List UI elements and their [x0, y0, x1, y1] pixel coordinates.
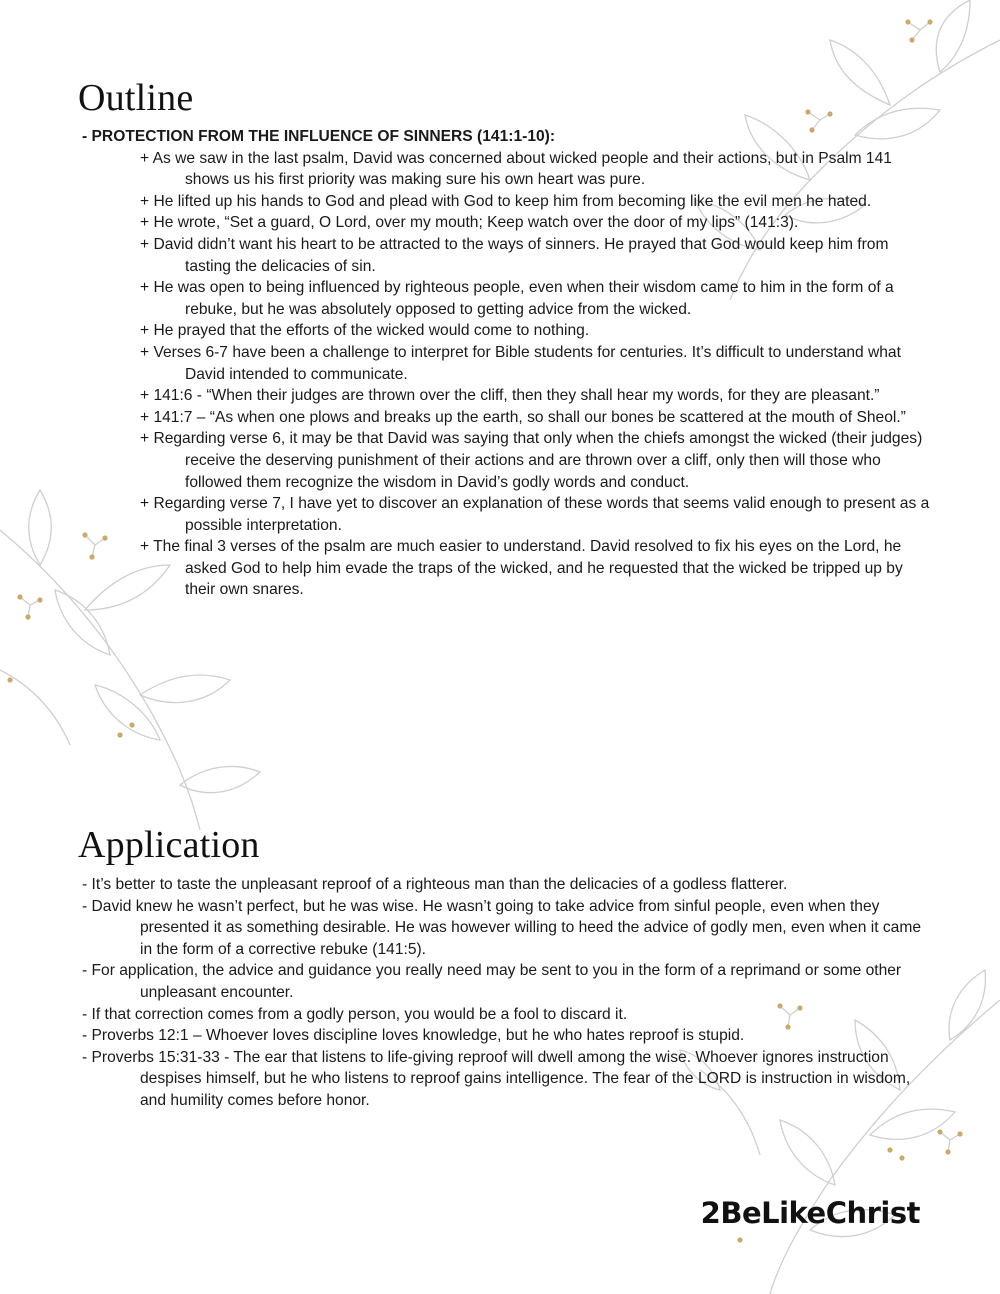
outline-point: + He lifted up his hands to God and plead with God to keep him from becoming like the evil men he hated. [140, 192, 872, 210]
outline-point: + 141:7 – “As when one plows and breaks up the earth, so shall our bones be scattered at the mouth of Sheol.” [140, 408, 906, 426]
application-point: - Proverbs 15:31-33 - The ear that listens to life-giving reproof will dwell among the wise. Whoever ignores instruction despises himself, but he who listens to reproof gains intelligence. The fear of the LORD is instruction in wisdom, and humility comes before honor. [82, 1048, 911, 1109]
outline-point: + He wrote, “Set a guard, O Lord, over my mouth; Keep watch over the door of my lips” (141:3). [140, 214, 799, 232]
outline-point: + Regarding verse 6, it may be that David was saying that only when the chiefs amongst the wicked (their judges) receive the deserving punishment of their actions and are thrown over a cliff, only then will those who followed them recognize the wisdom in David’s godly words and conduct. [140, 430, 923, 491]
application-point: - Proverbs 12:1 – Whoever loves discipline loves knowledge, but he who hates reproof is stupid. [82, 1027, 745, 1045]
outline-point: + As we saw in the last psalm, David was concerned about wicked people and their actions, but in Psalm 141 shows us his first priority was making sure his own heart was pure. [140, 149, 892, 189]
application-points-list [82, 874, 932, 1112]
application-point: - For application, the advice and guidance you really need may be sent to you in the form of a reprimand or some other unpleasant encounter. [82, 962, 902, 1001]
application-point: - It’s better to taste the unpleasant reproof of a righteous man than the delicacies of a godless flatterer. [82, 876, 788, 893]
application-point: - David knew he wasn’t perfect, but he was wise. He wasn’t going to take advice from sinful people, even when they presented it as something desirable. He was however willing to heed the advice of godly men, even when it came in the form of a corrective rebuke (141:5). [82, 897, 921, 958]
application-title: Application [78, 824, 260, 866]
outline-points-list [82, 148, 932, 601]
outline-point: + 141:6 - “When their judges are thrown over the cliff, then they shall hear my words, for they are pleasant.” [140, 387, 880, 405]
outline-point: + The final 3 verses of the psalm are much easier to understand. David resolved to fix his eyes on the Lord, he asked God to help him evade the traps of the wicked, and he requested that the wicked be tripped up by their own snares. [140, 538, 903, 599]
outline-section [82, 126, 932, 601]
application-point: - If that correction comes from a godly person, you would be a fool to discard it. [82, 1005, 628, 1023]
outline-title: Outline [78, 77, 194, 119]
outline-point: + Regarding verse 7, I have yet to discover an explanation of these words that seems valid enough to present as a possible interpretation. [140, 495, 930, 534]
outline-heading: - PROTECTION FROM THE INFLUENCE OF SINNERS (141:1-10): [82, 128, 556, 145]
brand-wordmark: 2BeLikeChrist [700, 1196, 920, 1230]
outline-point: + Verses 6-7 have been a challenge to interpret for Bible students for centuries. It’s difficult to understand what David intended to communicate. [140, 343, 901, 383]
outline-point: + He prayed that the efforts of the wicked would come to nothing. [140, 322, 590, 340]
outline-point: + David didn’t want his heart to be attracted to the ways of sinners. He prayed that God would keep him from tasting the delicacies of sin. [140, 235, 889, 275]
outline-point: + He was open to being influenced by righteous people, even when their wisdom came to him in the form of a rebuke, but he was absolutely opposed to getting advice from the wicked. [140, 279, 894, 318]
